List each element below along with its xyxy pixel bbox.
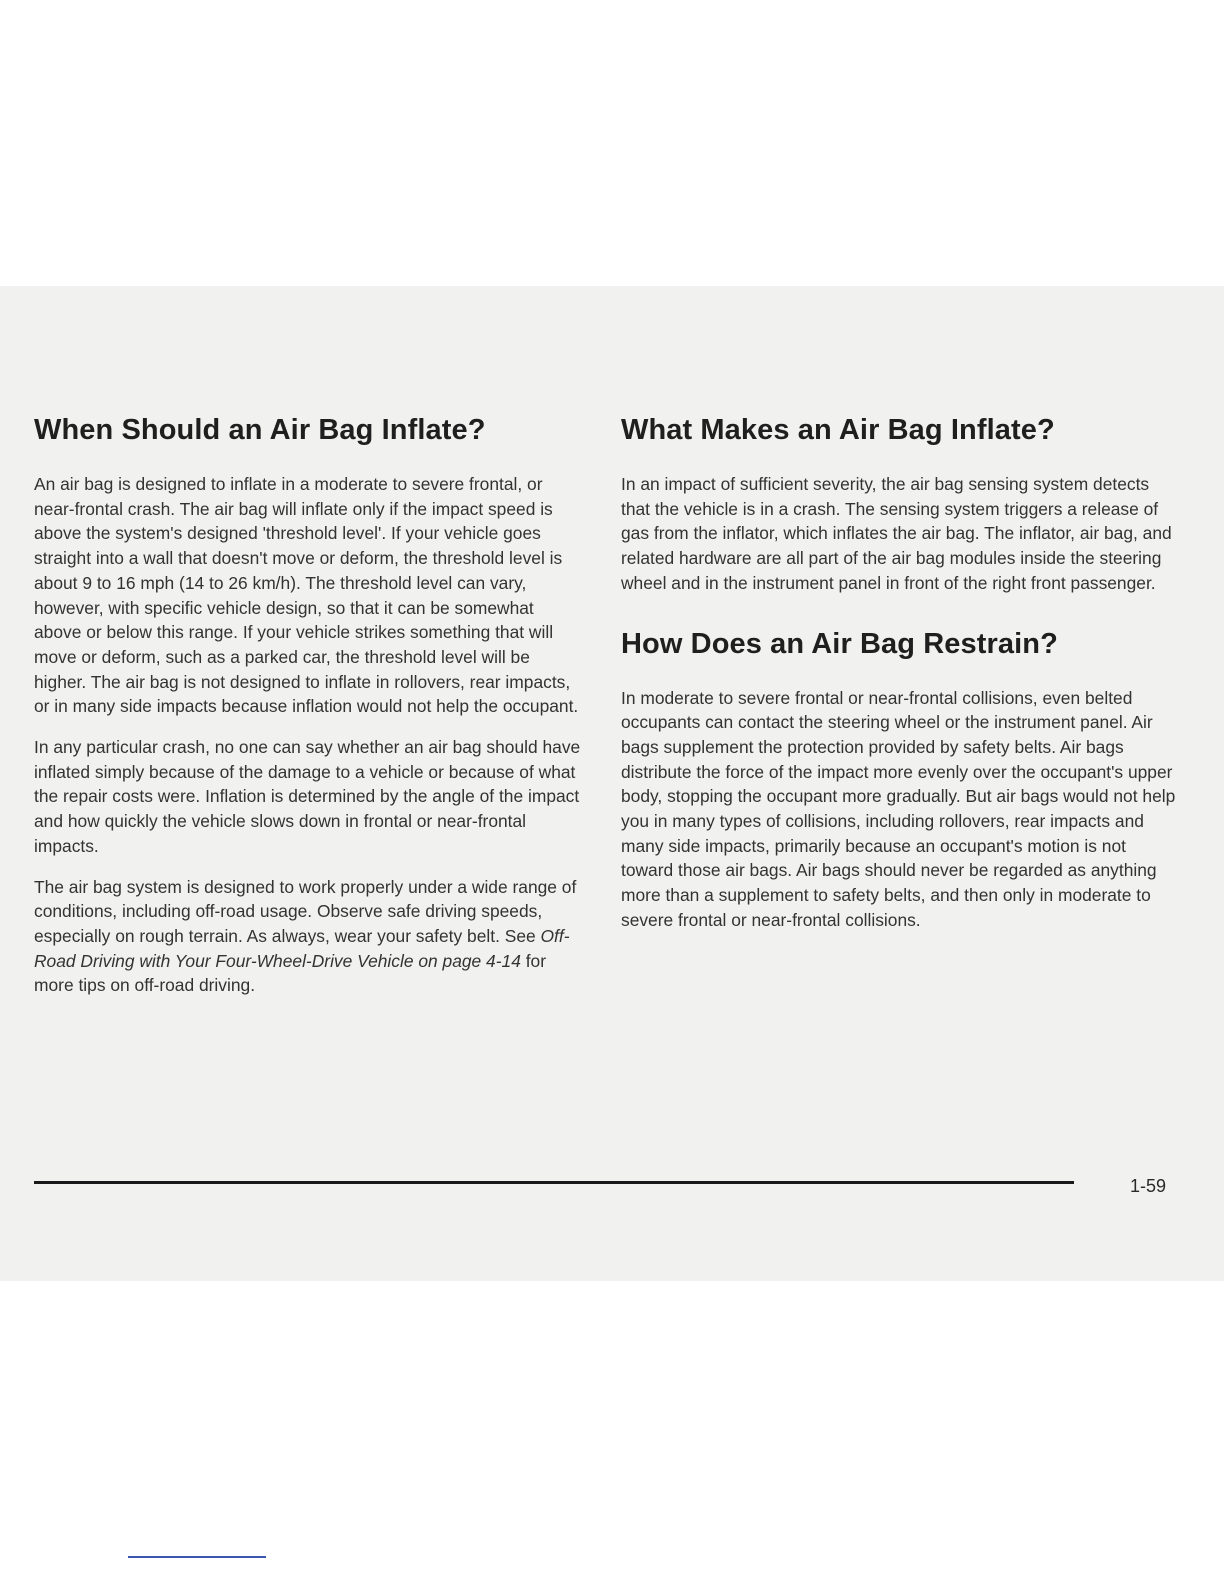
footer-link-underline — [128, 1556, 266, 1558]
heading-how-restrain: How Does an Air Bag Restrain? — [621, 627, 1058, 660]
paragraph-sensing-system: In an impact of sufficient severity, the air bag sensing system detects that the vehicle is in a crash. The sensing system triggers a release of gas from the inflator, which inflates the air bag. The inflator, air bag, and related hardware are all part of the air bag modules inside the steering wheel and in the instrument panel in front of the right front passenger. — [621, 474, 1172, 593]
off-road-driving-reference-link[interactable]: Off-Road Driving with Your Four-Wheel-Drive Vehicle on page 4-14 — [34, 925, 570, 971]
paragraph-off-road-text-before: The air bag system is designed to work properly under a wide range of conditions, including off-road usage. Observe safe driving speeds, especially on rough terrain. As always, wear your safety belt. See — [34, 876, 577, 946]
footer-rule — [34, 1181, 1074, 1184]
paragraph-threshold: An air bag is designed to inflate in a moderate to severe frontal, or near-frontal crash. The air bag will inflate only if the impact speed is above the system's designed 'threshold level'. If your vehicle goes straight into a wall that doesn't move or deform, the threshold level is about 9 to 16 mph (14 to 26 km/h). The threshold level can vary, however, with specific vehicle design, so that it can be somewhat above or below this range. If your vehicle strikes something that will move or deform, such as a parked car, the threshold level will be higher. The air bag is not designed to inflate in rollovers, rear impacts, or in many side impacts because inflation would not help the occupant. — [34, 474, 579, 717]
paragraph-any-crash: In any particular crash, no one can say whether an air bag should have inflated simply because of the damage to a vehicle or because of what the repair costs were. Inflation is determined by the angle of the impact and how quickly the vehicle slows down in frontal or near-frontal impacts. — [34, 737, 581, 856]
paragraph-restrain: In moderate to severe frontal or near-frontal collisions, even belted occupants can contact the steering wheel or the instrument panel. Air bags supplement the protection provided by safety belts. Air bags distribute the force of the impact more evenly over the occupant's upper body, stopping the occupant more gradually. But air bags would not help you in many types of collisions, including rollovers, rear impacts and many side impacts, primarily because an occupant's motion is not toward those air bags. Air bags should never be regarded as anything more than a supplement to safety belts, and then only in moderate to severe frontal or near-frontal collisions. — [621, 687, 1176, 930]
left-column — [34, 410, 582, 1014]
paragraph-off-road-text-after: for more tips on off-road driving. — [34, 950, 547, 996]
right-column — [621, 410, 1179, 949]
heading-when-should-inflate: When Should an Air Bag Inflate? — [34, 414, 486, 446]
page-number: 1-59 — [1130, 1176, 1167, 1196]
paragraph-off-road — [34, 875, 582, 999]
heading-what-makes-inflate: What Makes an Air Bag Inflate? — [621, 414, 1055, 446]
